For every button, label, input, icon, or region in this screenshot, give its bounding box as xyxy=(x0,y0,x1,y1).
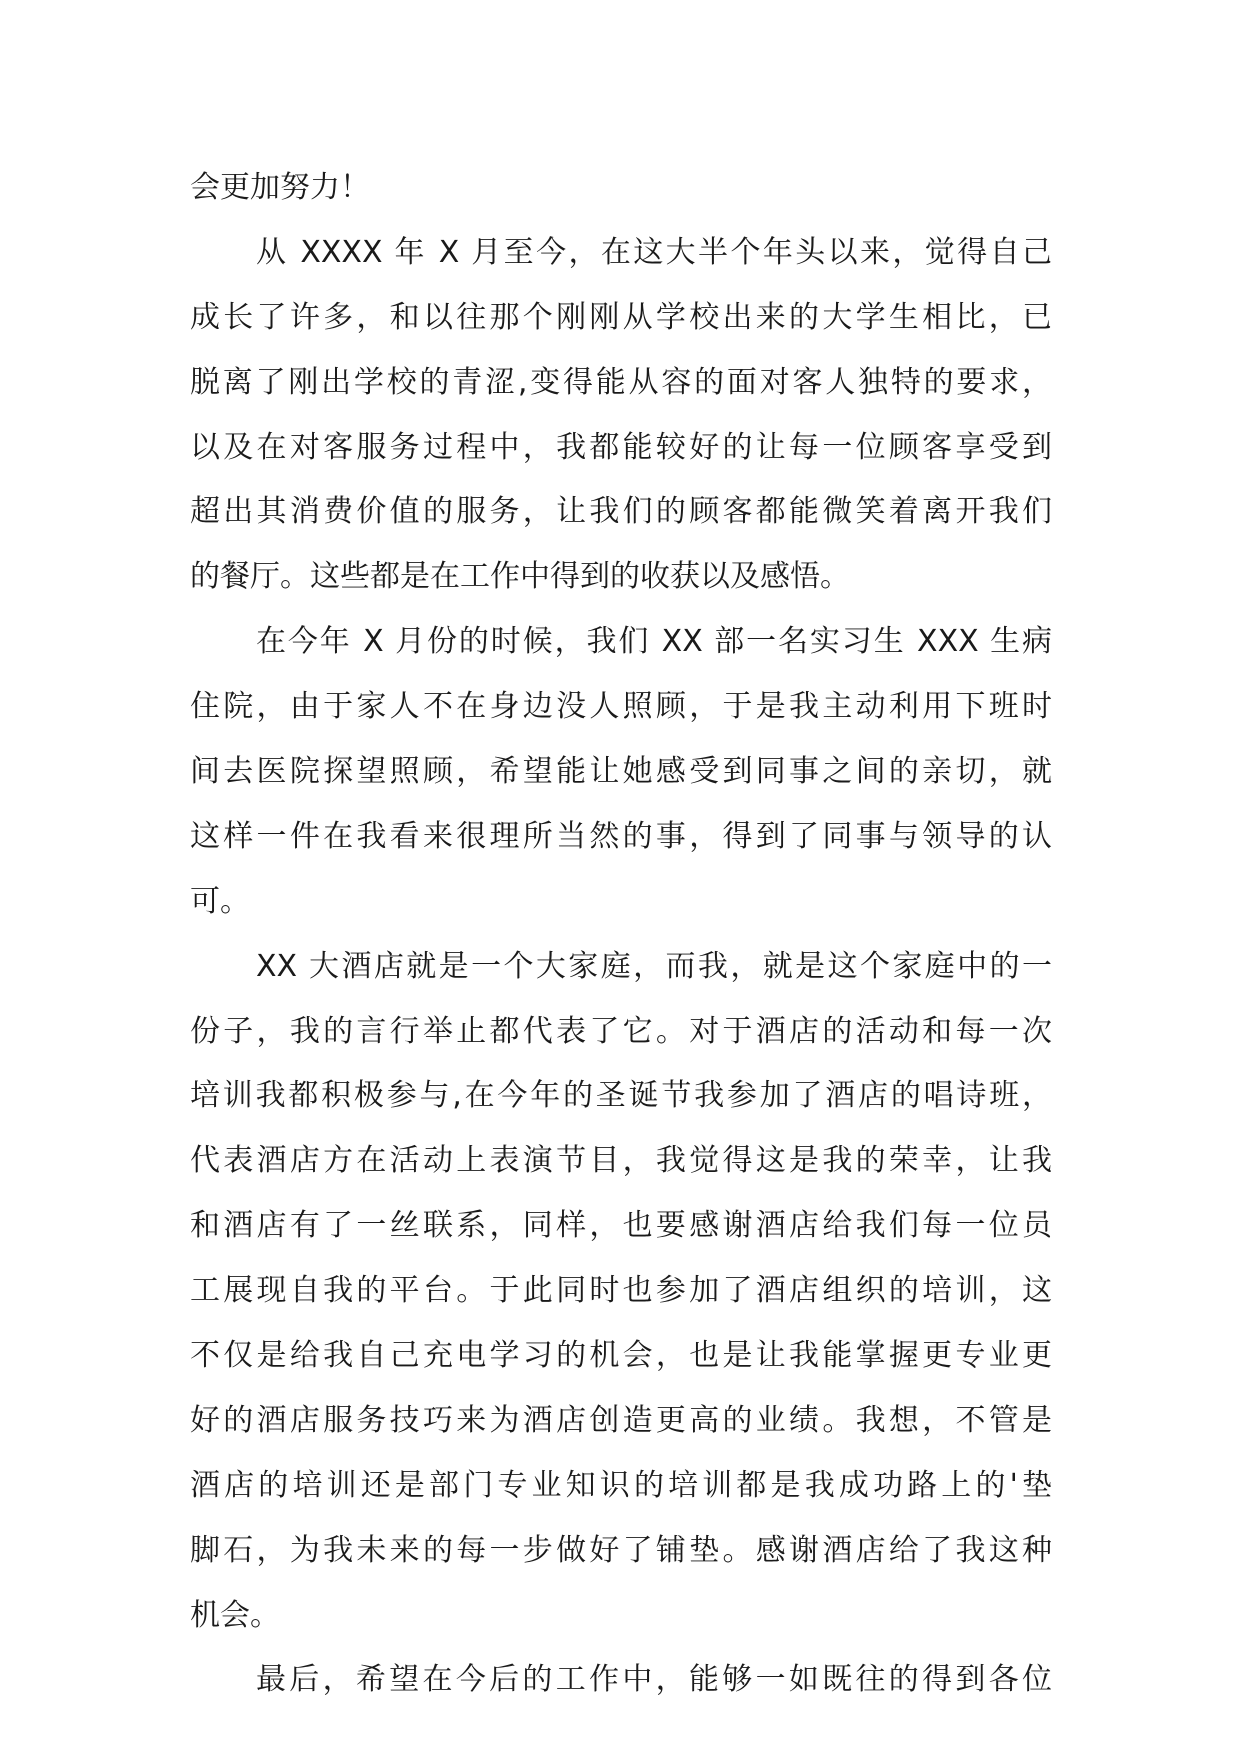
paragraph-first-line: 在今年 X 月份的时候，我们 XX 部一名实习生 XXX 生病 xyxy=(256,624,1052,660)
text-line: 和酒店有了一丝联系，同样，也要感谢酒店给我们每一位员 xyxy=(190,1208,1052,1244)
text-line: 机会。 xyxy=(190,1597,280,1633)
text-line: 可。 xyxy=(190,883,250,919)
text-line: 的餐厅。这些都是在工作中得到的收获以及感悟。 xyxy=(190,559,850,595)
text-line: 不仅是给我自己充电学习的机会，也是让我能掌握更专业更 xyxy=(190,1338,1052,1374)
text-line: 培训我都积极参与,在今年的圣诞节我参加了酒店的唱诗班， xyxy=(190,1078,1052,1114)
text-line: 超出其消费价值的服务，让我们的顾客都能微笑着离开我们 xyxy=(190,494,1052,530)
text-line: 会更加努力！ xyxy=(190,170,370,205)
text-line: 脱离了刚出学校的青涩,变得能从容的面对客人独特的要求， xyxy=(190,364,1052,400)
text-line: 代表酒店方在活动上表演节目，我觉得这是我的荣幸，让我 xyxy=(190,1143,1052,1179)
paragraph-first-line: 最后，希望在今后的工作中，能够一如既往的得到各位 xyxy=(256,1662,1052,1698)
paragraph-first-line: 从 XXXX 年 X 月至今，在这大半个年头以来，觉得自己 xyxy=(256,234,1052,270)
text-line: 这样一件在我看来很理所当然的事，得到了同事与领导的认 xyxy=(190,818,1052,854)
text-line: 住院，由于家人不在身边没人照顾，于是我主动利用下班时 xyxy=(190,689,1052,725)
text-line: 工展现自我的平台。于此同时也参加了酒店组织的培训，这 xyxy=(190,1273,1052,1309)
text-line: 间去医院探望照顾，希望能让她感受到同事之间的亲切，就 xyxy=(190,754,1052,790)
text-line: 成长了许多，和以往那个刚刚从学校出来的大学生相比，已 xyxy=(190,299,1052,335)
text-line: 脚石，为我未来的每一步做好了铺垫。感谢酒店给了我这种 xyxy=(190,1532,1052,1568)
paragraph-first-line: XX 大酒店就是一个大家庭，而我，就是这个家庭中的一 xyxy=(256,948,1052,984)
text-line: 份子，我的言行举止都代表了它。对于酒店的活动和每一次 xyxy=(190,1013,1052,1049)
text-line: 酒店的培训还是部门专业知识的培训都是我成功路上的'垫 xyxy=(190,1467,1052,1503)
text-line: 好的酒店服务技巧来为酒店创造更高的业绩。我想，不管是 xyxy=(190,1402,1052,1438)
document-body xyxy=(190,156,1052,1713)
text-line: 以及在对客服务过程中，我都能较好的让每一位顾客享受到 xyxy=(190,429,1052,465)
